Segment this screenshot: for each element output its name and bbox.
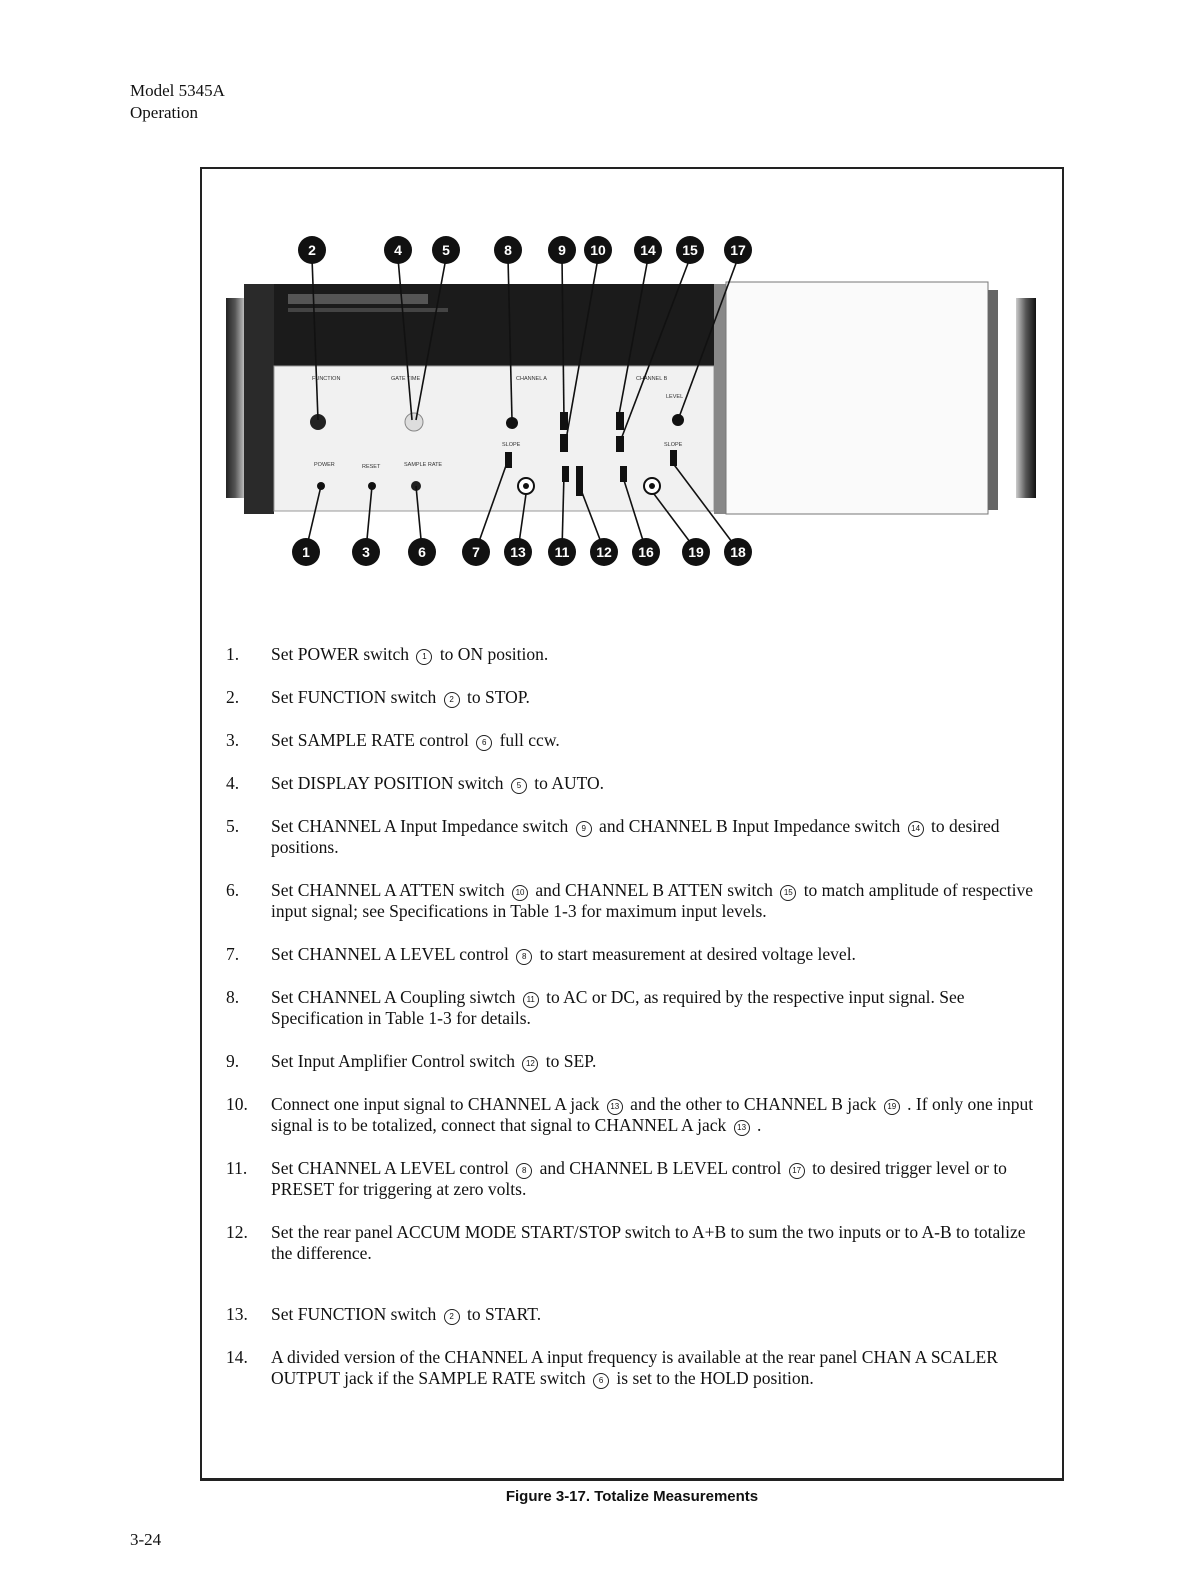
- step-item: [226, 987, 1046, 1029]
- step-number: 8.: [226, 987, 240, 1007]
- running-header: [130, 80, 225, 124]
- step-item: [226, 644, 1046, 665]
- panel-label-level-b: LEVEL: [666, 394, 684, 400]
- svg-text:16: 16: [638, 544, 654, 560]
- step-number: 6.: [226, 880, 240, 900]
- callout-reference: 13: [734, 1120, 750, 1136]
- panel-label-power: POWER: [314, 462, 335, 468]
- panel-label-channel-b: CHANNEL B: [636, 376, 668, 382]
- step-text: Set CHANNEL A Input Impedance switch: [271, 816, 573, 836]
- callout-1: [292, 538, 320, 566]
- step-text: to desired trigger level or to PRESET for triggering at zero volts.: [271, 1158, 1007, 1199]
- callout-5: [432, 236, 460, 264]
- svg-text:10: 10: [590, 242, 606, 258]
- callout-14: [634, 236, 662, 264]
- step-text: Set the rear panel ACCUM MODE START/STOP switch to A+B to sum the two inputs or to A-B to totalize the difference.: [271, 1222, 1026, 1263]
- callout-3: [352, 538, 380, 566]
- svg-text:19: 19: [688, 544, 704, 560]
- callout-reference: 8: [516, 949, 532, 965]
- figure-caption: Figure 3-17. Totalize Measurements: [505, 1488, 759, 1505]
- step-number: 7.: [226, 944, 240, 964]
- step-item: [226, 687, 1046, 708]
- step-text: and the other to CHANNEL B jack: [625, 1094, 881, 1114]
- callout-reference: 11: [523, 992, 539, 1008]
- svg-text:5: 5: [442, 242, 450, 258]
- callout-reference: 2: [444, 1309, 460, 1325]
- callout-reference: 14: [908, 821, 924, 837]
- panel-label-gate-time: GATE TIME: [391, 376, 421, 382]
- step-item: [226, 880, 1046, 922]
- step-number: 5.: [226, 816, 240, 836]
- svg-text:13: 13: [510, 544, 526, 560]
- step-text: . If only one input signal is to be totalized, connect that signal to CHANNEL A jack: [271, 1094, 1034, 1135]
- step-text: Set FUNCTION switch: [271, 687, 441, 707]
- svg-text:4: 4: [394, 242, 402, 258]
- svg-text:15: 15: [682, 242, 698, 258]
- callout-reference: 6: [476, 735, 492, 751]
- step-item: [226, 944, 1046, 965]
- step-text: A divided version of the CHANNEL A input frequency is available at the rear panel CHAN A SCALER OUTPUT jack if the SAMPLE RATE switch: [271, 1347, 998, 1388]
- svg-text:2: 2: [308, 242, 316, 258]
- step-text: Set CHANNEL A Coupling siwtch: [271, 987, 520, 1007]
- step-item: [226, 1094, 1046, 1136]
- panel-label-sample-rate: SAMPLE RATE: [404, 462, 443, 468]
- step-text: to AUTO.: [529, 773, 604, 793]
- callout-reference: 8: [516, 1163, 532, 1179]
- svg-text:6: 6: [418, 544, 426, 560]
- step-number: 2.: [226, 687, 240, 707]
- step-item: [226, 773, 1046, 794]
- step-text: full ccw.: [495, 730, 560, 750]
- instrument-body: [226, 282, 1036, 514]
- step-text: Connect one input signal to CHANNEL A jack: [271, 1094, 604, 1114]
- step-item: [226, 1051, 1046, 1072]
- step-text: Set Input Amplifier Control switch: [271, 1051, 520, 1071]
- step-number: 4.: [226, 773, 240, 793]
- panel-label-channel-a: CHANNEL A: [516, 376, 547, 382]
- svg-text:3: 3: [362, 544, 370, 560]
- step-text: Set SAMPLE RATE control: [271, 730, 474, 750]
- callout-18: [724, 538, 752, 566]
- step-number: 9.: [226, 1051, 240, 1071]
- callout-11: [548, 538, 576, 566]
- step-text: Set CHANNEL A ATTEN switch: [271, 880, 510, 900]
- step-text: Set CHANNEL A LEVEL control: [271, 944, 514, 964]
- callout-reference: 15: [780, 885, 796, 901]
- callout-12: [590, 538, 618, 566]
- callout-19: [682, 538, 710, 566]
- callout-17: [724, 236, 752, 264]
- step-text: to start measurement at desired voltage level.: [535, 944, 856, 964]
- page-number: 3-24: [130, 1530, 162, 1549]
- svg-text:7: 7: [472, 544, 480, 560]
- callout-7: [462, 538, 490, 566]
- callout-reference: 6: [593, 1373, 609, 1389]
- step-text: Set DISPLAY POSITION switch: [271, 773, 508, 793]
- step-text: .: [752, 1115, 762, 1135]
- section-label: Operation: [130, 103, 198, 122]
- callout-reference: 9: [576, 821, 592, 837]
- svg-text:17: 17: [730, 242, 746, 258]
- step-text: and CHANNEL B ATTEN switch: [531, 880, 778, 900]
- step-text: Set CHANNEL A LEVEL control: [271, 1158, 514, 1178]
- panel-label-slope-b: SLOPE: [664, 442, 683, 448]
- panel-label-function: FUNCTION: [312, 376, 341, 382]
- step-item: [226, 816, 1046, 858]
- callout-13: [504, 538, 532, 566]
- callout-15: [676, 236, 704, 264]
- step-text: Set FUNCTION switch: [271, 1304, 441, 1324]
- step-text: to STOP.: [462, 687, 530, 707]
- callout-16: [632, 538, 660, 566]
- callout-reference: 17: [789, 1163, 805, 1179]
- panel-label-slope-a: SLOPE: [502, 442, 521, 448]
- procedure-steps: [226, 644, 1046, 1411]
- callout-9: [548, 236, 576, 264]
- svg-text:8: 8: [504, 242, 512, 258]
- callout-reference: 19: [884, 1099, 900, 1115]
- front-panel-photo: [226, 234, 1036, 574]
- callout-reference: 12: [522, 1056, 538, 1072]
- svg-text:14: 14: [640, 242, 656, 258]
- callout-reference: 5: [511, 778, 527, 794]
- step-item: [226, 1222, 1046, 1264]
- callout-4: [384, 236, 412, 264]
- svg-text:12: 12: [596, 544, 612, 560]
- callout-6: [408, 538, 436, 566]
- step-text: and CHANNEL B LEVEL control: [535, 1158, 786, 1178]
- step-text: to desired positions.: [271, 816, 1000, 857]
- figure-frame-bottom-rule: [200, 1478, 1064, 1481]
- step-item: [226, 1158, 1046, 1200]
- callout-8: [494, 236, 522, 264]
- step-item: [226, 1304, 1046, 1325]
- panel-label-reset: RESET: [362, 464, 381, 470]
- step-text: to AC or DC, as required by the respective input signal. See Specification in Table 1-3 for details.: [271, 987, 965, 1028]
- step-text: to ON position.: [435, 644, 549, 664]
- step-text: is set to the HOLD position.: [612, 1368, 814, 1388]
- step-text: to match amplitude of respective input signal; see Specifications in Table 1-3 for maximum input levels.: [271, 880, 1034, 921]
- step-text: and CHANNEL B Input Impedance switch: [594, 816, 905, 836]
- step-item: [226, 1347, 1046, 1389]
- callout-reference: 13: [607, 1099, 623, 1115]
- step-text: Set POWER switch: [271, 644, 414, 664]
- callout-reference: 2: [444, 692, 460, 708]
- svg-text:1: 1: [302, 544, 310, 560]
- step-number: 3.: [226, 730, 240, 750]
- step-text: to START.: [462, 1304, 542, 1324]
- step-text: to SEP.: [541, 1051, 597, 1071]
- step-number: 12.: [226, 1222, 248, 1242]
- step-number: 1.: [226, 644, 240, 664]
- callout-reference: 1: [416, 649, 432, 665]
- callout-10: [584, 236, 612, 264]
- step-number: 11.: [226, 1158, 248, 1178]
- svg-text:11: 11: [554, 544, 570, 560]
- step-item: [226, 730, 1046, 751]
- step-number: 14.: [226, 1347, 248, 1367]
- callout-2: [298, 236, 326, 264]
- model-label: Model 5345A: [130, 81, 225, 100]
- step-number: 13.: [226, 1304, 248, 1324]
- svg-text:18: 18: [730, 544, 746, 560]
- svg-text:9: 9: [558, 242, 566, 258]
- step-number: 10.: [226, 1094, 248, 1114]
- callout-reference: 10: [512, 885, 528, 901]
